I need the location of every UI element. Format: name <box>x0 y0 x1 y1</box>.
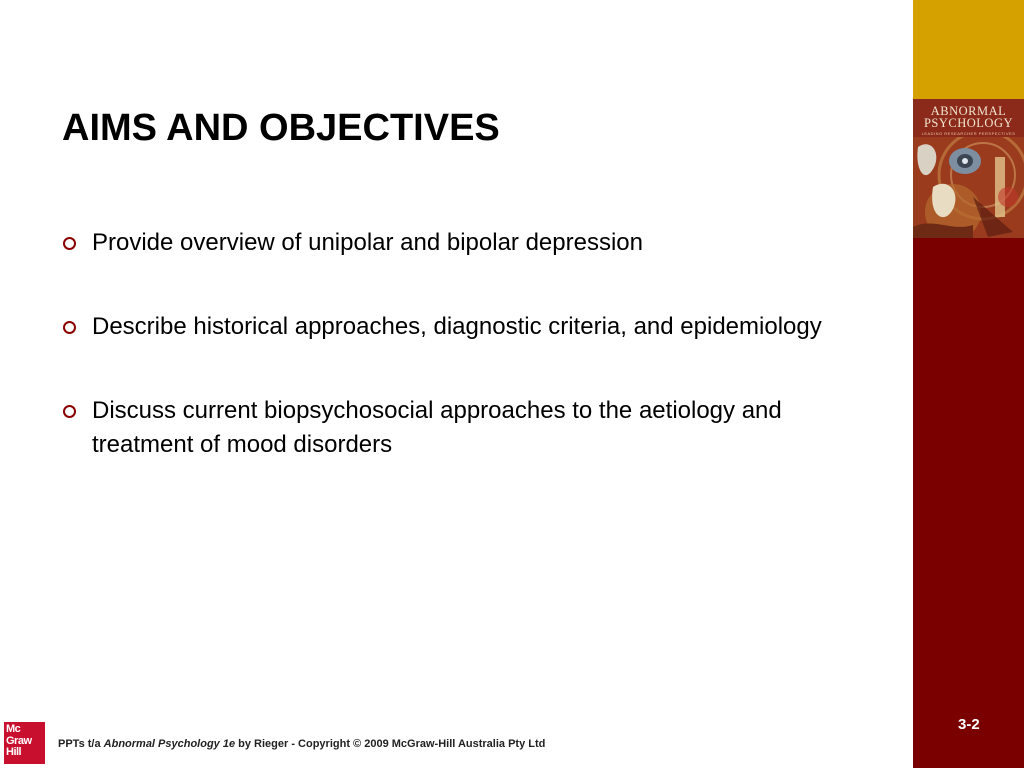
logo-line: Mc <box>6 723 21 735</box>
bullet-text: Discuss current biopsychosocial approaches to the aetiology and treatment of mood disorders <box>92 397 782 458</box>
bullet-item <box>60 226 870 260</box>
right-sidebar <box>913 0 1024 768</box>
bullet-item <box>60 394 870 462</box>
footer-suffix: by Rieger - Copyright © 2009 McGraw-Hill Australia Pty Ltd <box>235 738 546 750</box>
circle-bullet-icon <box>63 321 76 334</box>
sidebar-gold-band <box>913 0 1024 99</box>
logo-line: Graw <box>6 734 32 747</box>
cover-artwork-image <box>913 137 1024 238</box>
cover-title-line1: ABNORMAL <box>930 104 1007 118</box>
slide-number: 3-2 <box>958 716 980 733</box>
logo-line: Hill <box>6 746 22 758</box>
mcgraw-hill-logo <box>4 722 45 764</box>
cover-title-line2: PSYCHOLOGY <box>923 116 1014 130</box>
footer-prefix: PPTs t/a <box>58 738 104 750</box>
footer-book-title: Abnormal Psychology 1e <box>103 738 236 750</box>
book-cover-thumbnail <box>913 99 1024 238</box>
slide-title: AIMS AND OBJECTIVES <box>62 107 500 149</box>
bullet-item <box>60 310 870 344</box>
cover-subtitle: LEADING RESEARCHER PERSPECTIVES <box>921 131 1016 136</box>
bullet-list <box>60 226 870 462</box>
bullet-text: Describe historical approaches, diagnostic criteria, and epidemiology <box>92 313 822 340</box>
footer-copyright <box>58 738 545 750</box>
circle-bullet-icon <box>63 405 76 418</box>
circle-bullet-icon <box>63 237 76 250</box>
bullet-text: Provide overview of unipolar and bipolar depression <box>92 229 643 256</box>
